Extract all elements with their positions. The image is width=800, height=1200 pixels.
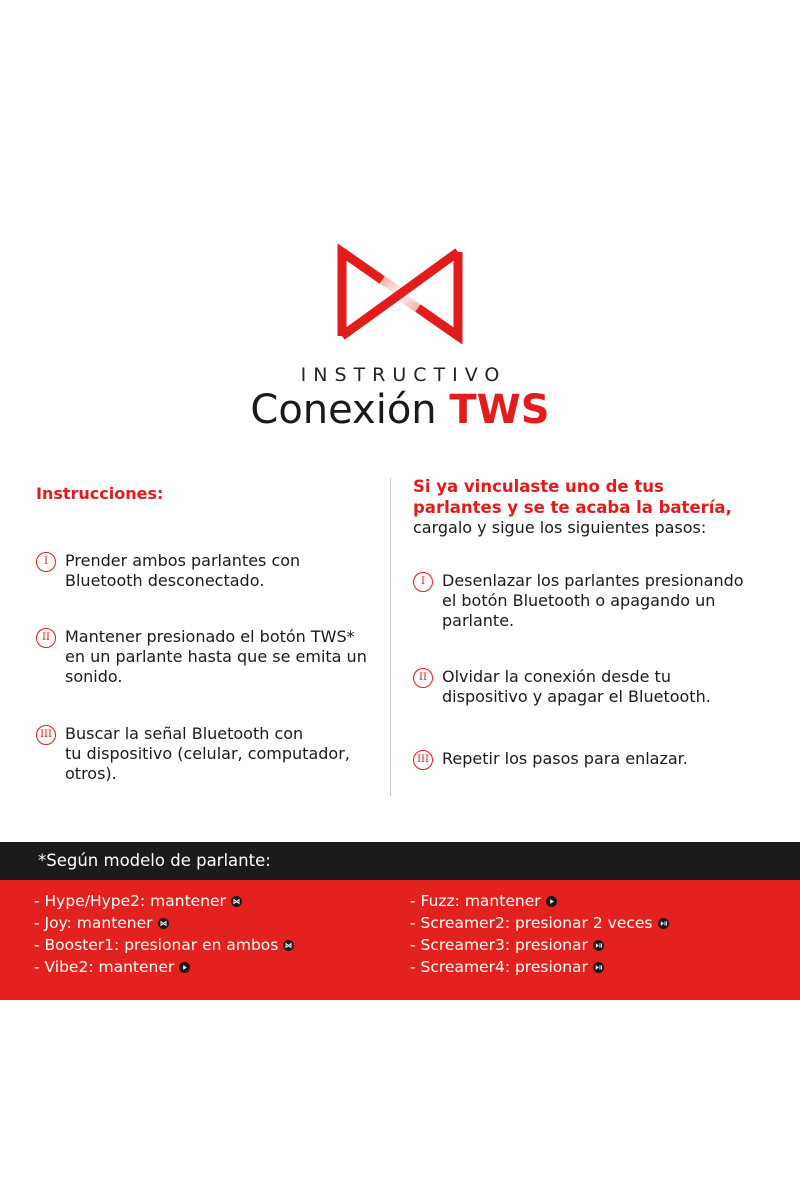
step-number-badge: II xyxy=(413,668,433,688)
play-pause-icon xyxy=(593,962,604,973)
play-pause-icon xyxy=(658,918,669,929)
tws-icon xyxy=(231,896,242,907)
left-step-3 xyxy=(36,724,350,784)
step-line: sonido. xyxy=(65,667,123,686)
brand-logo xyxy=(334,244,466,344)
list-item: - Fuzz: mantener xyxy=(410,890,669,912)
instructions-heading: Instrucciones: xyxy=(36,484,164,503)
step-line: Repetir los pasos para enlazar. xyxy=(442,749,688,768)
step-line: Bluetooth desconectado. xyxy=(65,571,265,590)
list-item: - Joy: mantener xyxy=(34,912,294,934)
left-step-1 xyxy=(36,551,300,591)
step-line: Mantener presionado el botón TWS* xyxy=(65,627,355,646)
right-step-2 xyxy=(413,667,711,707)
list-item: - Hype/Hype2: mantener xyxy=(34,890,294,912)
list-item: - Screamer3: presionar xyxy=(410,934,669,956)
right-step-3 xyxy=(413,749,688,770)
play-icon xyxy=(179,962,190,973)
play-pause-icon xyxy=(593,940,604,951)
models-list-left xyxy=(34,890,294,978)
tws-icon xyxy=(158,918,169,929)
step-number-badge: I xyxy=(36,552,56,572)
right-step-1 xyxy=(413,571,744,631)
left-step-2 xyxy=(36,627,367,687)
column-divider xyxy=(390,478,391,796)
battery-heading-line: Si ya vinculaste uno de tus xyxy=(413,477,664,496)
step-number-badge: II xyxy=(36,628,56,648)
step-number-badge: III xyxy=(36,725,56,745)
models-heading: *Según modelo de parlante: xyxy=(0,842,800,880)
step-line: tu dispositivo (celular, computador, xyxy=(65,744,350,763)
step-line: el botón Bluetooth o apagando un xyxy=(442,591,716,610)
battery-heading-line: parlantes y se te acaba la batería, xyxy=(413,498,732,517)
step-line: Desenlazar los parlantes presionando xyxy=(442,571,744,590)
step-line: en un parlante hasta que se emita un xyxy=(65,647,367,666)
list-item: - Screamer4: presionar xyxy=(410,956,669,978)
step-line: otros). xyxy=(65,764,117,783)
step-line: dispositivo y apagar el Bluetooth. xyxy=(442,687,711,706)
step-line: Olvidar la conexión desde tu xyxy=(442,667,671,686)
title-bold: TWS xyxy=(449,387,550,433)
battery-subheading: cargalo y sigue los siguientes pasos: xyxy=(413,518,707,537)
title-regular: Conexión xyxy=(250,387,437,433)
step-number-badge: I xyxy=(413,572,433,592)
page-title xyxy=(0,386,800,434)
play-icon xyxy=(546,896,557,907)
kicker-text: INSTRUCTIVO xyxy=(300,364,507,386)
tws-icon xyxy=(283,940,294,951)
list-item: - Screamer2: presionar 2 veces xyxy=(410,912,669,934)
step-line: Buscar la señal Bluetooth con xyxy=(65,724,304,743)
step-line: Prender ambos parlantes con xyxy=(65,551,301,570)
step-number-badge: III xyxy=(413,750,433,770)
list-item: - Booster1: presionar en ambos xyxy=(34,934,294,956)
battery-heading xyxy=(413,476,793,518)
list-item: - Vibe2: mantener xyxy=(34,956,294,978)
step-line: parlante. xyxy=(442,611,515,630)
models-list-right xyxy=(410,890,669,978)
